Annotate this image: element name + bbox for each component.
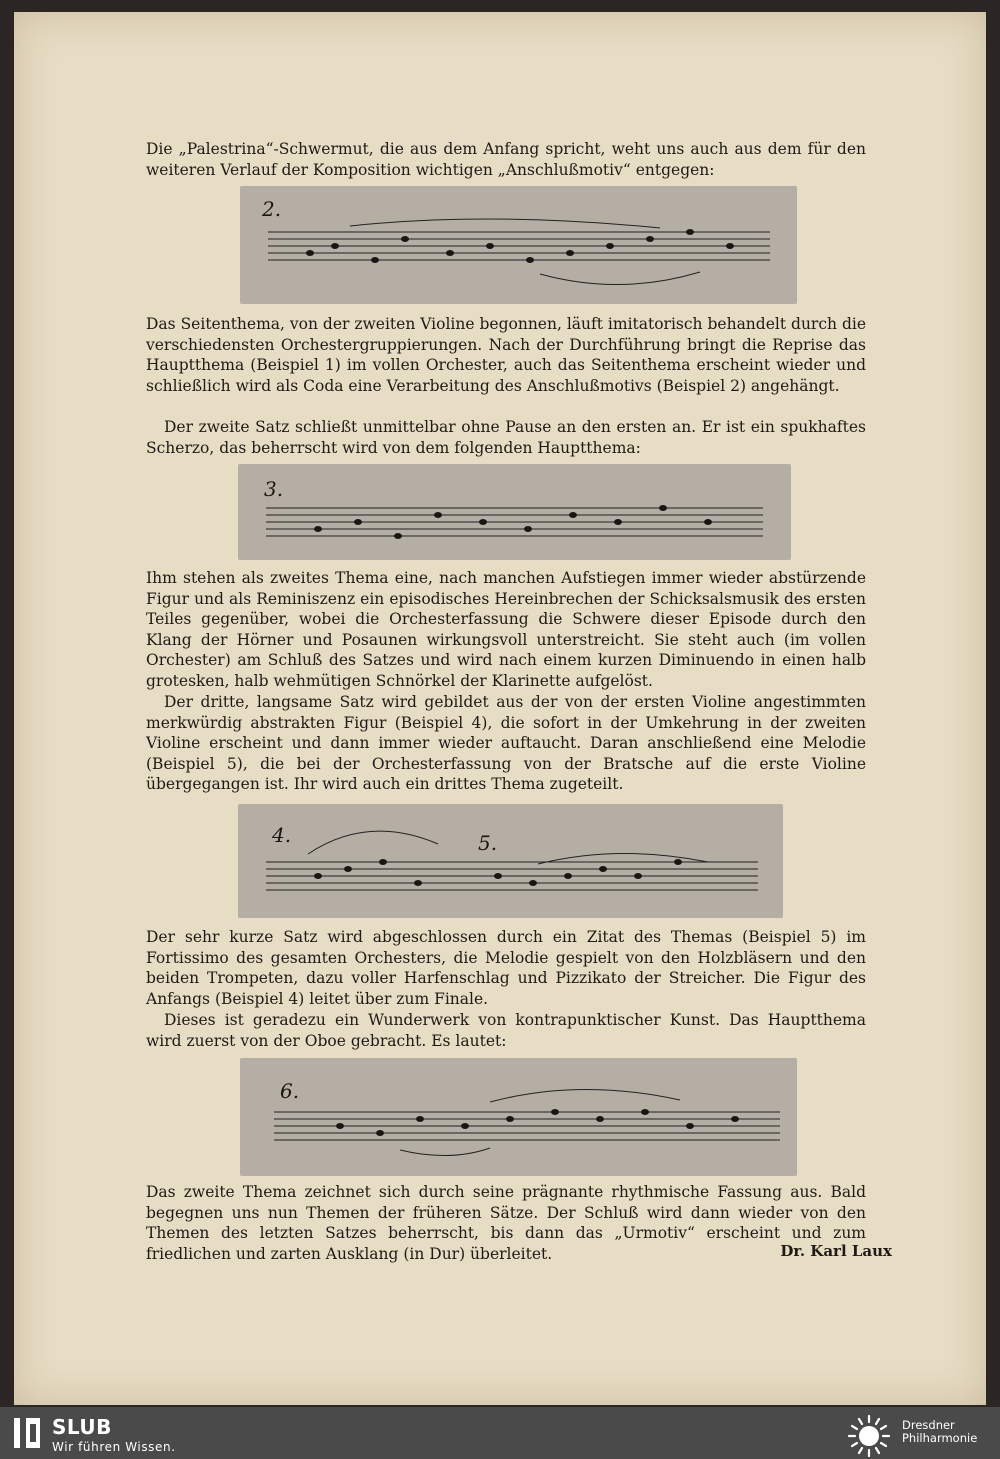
footer-bar <box>0 1407 1000 1459</box>
paragraph-palestrina: Die „Palestrina“-Schwermut, die aus dem Anfang spricht, weht uns auch aus dem für den weiteren Verlauf der Komposition wichtigen „Anschlußmotiv“ entgegen: <box>146 140 866 179</box>
example-number-6: 6. <box>280 1079 300 1103</box>
philharmonie-sun-icon <box>842 1411 896 1457</box>
paragraph-zweiter-satz: Der zweite Satz schließt unmittelbar ohne Pause an den ersten an. Er ist ein spukhaftes Scherzo, das beherrscht wird von dem folgenden Hauptthema: <box>146 418 866 457</box>
paragraph-finale: Dieses ist geradezu ein Wunderwerk von kontrapunktischer Kunst. Das Hauptthema wird zuerst von der Oboe gebracht. Es lautet: <box>146 1011 866 1050</box>
paragraph-kurzer-satz: Der sehr kurze Satz wird abgeschlossen durch ein Zitat des Themas (Beispiel 5) im Fortissimo des gesamten Orchesters, die Melodie gespielt von den Holzbläsern und den beiden Trompeten, dazu voller Harfenschlag und Pizzikato der Streicher. Die Figur des Anfangs (Beispiel 4) leitet über zum Finale. <box>146 928 866 1008</box>
paragraph-zweites-thema: Ihm stehen als zweites Thema eine, nach manchen Aufstiegen immer wieder abstürzende Figur und als Reminiszenz ein episodisches Hereinbrechen der Schicksalsmusik des ersten Teiles gegenüber, wobei die Orchesterfassung die Schwere dieser Episode durch den Klang der Hörner und Posaunen wirkungsvoll unterstreicht. Sie steht auch (im vollen Orchester) am Schluß des Satzes und wird nach einem kurzen Diminuendo in einen halb grotesken, halb wehmütigen Schnörkel der Klarinette aufgelöst. <box>146 569 866 690</box>
score-image-3 <box>238 464 791 560</box>
music-example-3 <box>238 464 791 560</box>
example-number-2: 2. <box>262 197 282 221</box>
score-image-6 <box>240 1058 797 1176</box>
paragraph-seitenthema: Das Seitenthema, von der zweiten Violine begonnen, läuft imitatorisch behandelt durch die verschiedensten Orchestergruppierungen. Nach der Durchführung bringt die Reprise das Hauptthema (Beispiel 1) im vollen Orchester, auch das Seitenthema erscheint wieder und schließlich wird als Coda eine Verarbeitung des Anschlußmotivs (Beispiel 2) angehängt. <box>146 315 866 395</box>
music-example-4-5 <box>238 804 783 918</box>
paragraph-schluss: Das zweite Thema zeichnet sich durch seine prägnante rhythmische Fassung aus. Bald begegnen uns nun Themen der früheren Sätze. Der Schluß wird dann wieder von den Themen des letzten Satzes beherrscht, bis dann das „Urmotiv“ erscheint und zum friedlichen und zarten Ausklang (in Dur) überleitet. <box>146 1183 866 1263</box>
philharmonie-name-line1: Dresdner <box>902 1418 955 1432</box>
music-example-2 <box>240 186 797 304</box>
philharmonie-name <box>902 1419 977 1445</box>
author-signature: Dr. Karl Laux <box>780 1242 892 1260</box>
philharmonie-name-line2: Philharmonie <box>902 1431 978 1445</box>
example-number-4: 4. <box>272 823 292 847</box>
slub-logo-icon <box>12 1416 42 1450</box>
example-number-5: 5. <box>478 831 498 855</box>
paragraph-dritter-satz: Der dritte, langsame Satz wird gebildet aus der von der ersten Violine angestimmten merkwürdig abstrakten Figur (Beispiel 4), die sofort in der Umkehrung in der zweiten Violine erscheint und dann immer wieder auftaucht. Daran anschließend eine Melodie (Beispiel 5), die bei der Orchesterfassung von der Bratsche auf die erste Violine übergegangen ist. Ihr wird auch ein drittes Thema zugeteilt. <box>146 693 866 794</box>
example-number-3: 3. <box>264 477 284 501</box>
score-image-4-5 <box>238 804 783 918</box>
slub-name: SLUB <box>52 1415 112 1439</box>
music-example-6 <box>240 1058 797 1176</box>
slub-tagline: Wir führen Wissen. <box>52 1440 176 1454</box>
score-image-2 <box>240 186 797 304</box>
